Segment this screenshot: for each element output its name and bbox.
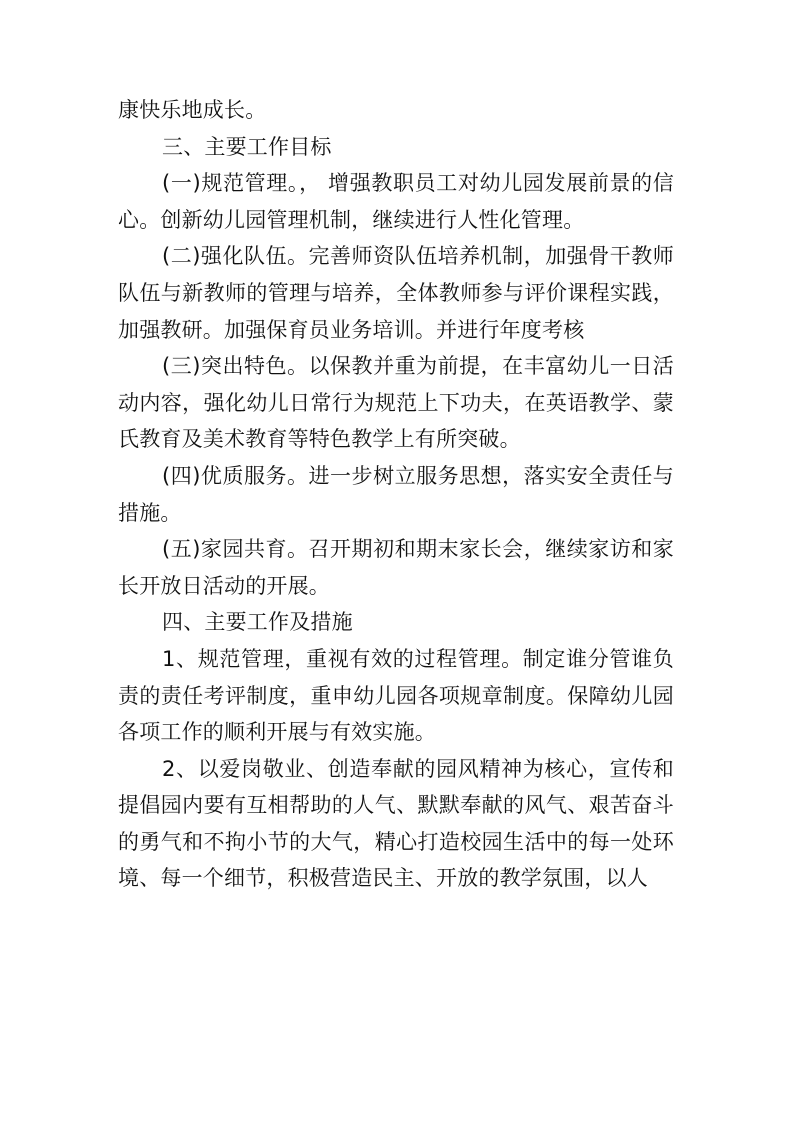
paragraph-1: 康快乐地成长。 <box>118 98 267 122</box>
section-heading-3: 三、主要工作目标 <box>162 134 332 159</box>
goal-3-paragraph: (三)突出特色。以保教并重为前提，在丰富幼儿一日活动内容，强化幼儿日常行为规范上下功夫，在英语教学、蒙氏教育及美术教育等特色教学上有所突破。 <box>118 354 674 452</box>
goal-5-paragraph: (五)家园共育。召开期初和期末家长会，继续家访和家长开放日活动的开展。 <box>118 537 674 598</box>
measure-2-paragraph: 2、以爱岗敬业、创造奉献的园风精神为核心，宣传和提倡园内要有互相帮助的人气、默默奉献的风气、艰苦奋斗的勇气和不拘小节的大气，精心打造校园生活中的每一处环境、每一个细节，积极营造民主、开放的教学氛围，以人 <box>118 756 674 891</box>
section-heading-4: 四、主要工作及措施 <box>162 610 353 635</box>
goal-1-paragraph: (一)规范管理。， 增强教职员工对幼儿园发展前景的信心。创新幼儿园管理机制，继续进行人性化管理。 <box>118 171 674 232</box>
goal-2-paragraph: (二)强化队伍。完善师资队伍培养机制，加强骨干教师队伍与新教师的管理与培养，全体教师参与评价课程实践，加强教研。加强保育员业务培训。并进行年度考核 <box>118 244 674 342</box>
document-body <box>118 92 674 897</box>
goal-4-paragraph: (四)优质服务。进一步树立服务思想，落实安全责任与措施。 <box>118 463 674 525</box>
measure-1-paragraph: 1、规范管理，重视有效的过程管理。制定谁分管谁负责的责任考评制度，重申幼儿园各项规章制度。保障幼儿园各项工作的顺利开展与有效实施。 <box>118 646 674 745</box>
